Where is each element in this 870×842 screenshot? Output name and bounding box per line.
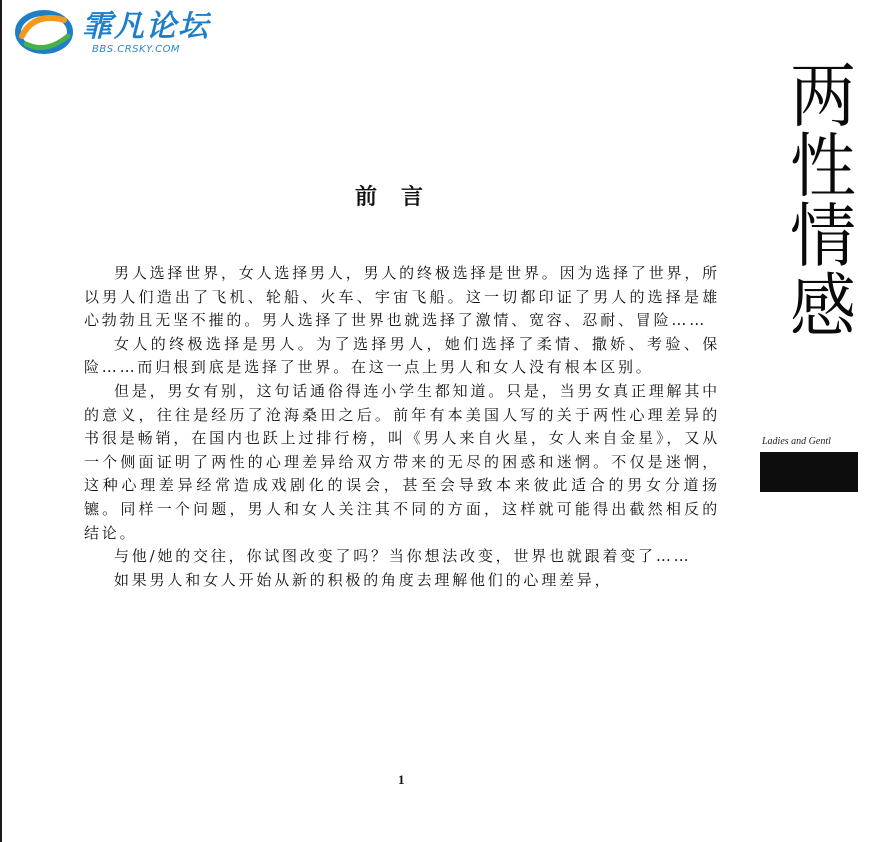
title-char: 两 (790, 56, 856, 137)
paragraph: 女人的终极选择是男人。为了选择男人，她们选择了柔情、撒娇、考验、保险……而归根到底是选择了世界。在这一点上男人和女人没有根本区别。 (84, 334, 720, 377)
paragraph: 但是，男女有别，这句话通俗得连小学生都知道。只是，当男女真正理解其中的意义，往往是经历了沧海桑田之后。前年有本美国人写的关于两性心理差异的书很是畅销，在国内也跃上过排行榜，叫《男人来自火星，女人来自金星》，又从一个侧面证明了两性的心理差异给双方带来的无尽的困惑和迷惘。不仅是迷惘，这种心理差异经常造成戏剧化的误会，甚至会导致本来彼此适合的男女分道扬镳。同样一个问题，男人和女人关注其不同的方面，这样就可能得出截然相反的结论。 (84, 381, 720, 542)
english-subtitle: Ladies and Gentl (762, 436, 831, 447)
page-left-border (0, 0, 2, 842)
paragraph: 男人选择世界，女人选择男人，男人的终极选择是世界。因为选择了世界，所以男人们造出了飞机、轮船、火车、宇宙飞船。这一切都印证了男人的选择是雄心勃勃且无坚不摧的。男人选择了世界也就选择了激情、宽容、忍耐、冒险…… (84, 264, 720, 330)
paragraph: 如果男人和女人开始从新的积极的角度去理解他们的心理差异， (114, 570, 613, 589)
vertical-book-title (790, 56, 860, 347)
swirl-logo-icon (12, 6, 82, 58)
title-char: 情 (790, 196, 856, 277)
title-char: 感 (790, 266, 856, 347)
paragraph: 与他/她的交往，你试图改变了吗？当你想法改变，世界也就跟着变了…… (114, 547, 692, 566)
chapter-body (84, 262, 720, 592)
forum-logo[interactable] (12, 6, 232, 58)
decorative-black-block (760, 452, 858, 492)
page-number: 1 (398, 772, 405, 787)
logo-title: 霏凡论坛 (82, 9, 210, 44)
chapter-heading: 前言 (355, 184, 448, 210)
logo-url: BBS.CRSKY.COM (92, 44, 181, 55)
title-char: 性 (790, 126, 856, 207)
